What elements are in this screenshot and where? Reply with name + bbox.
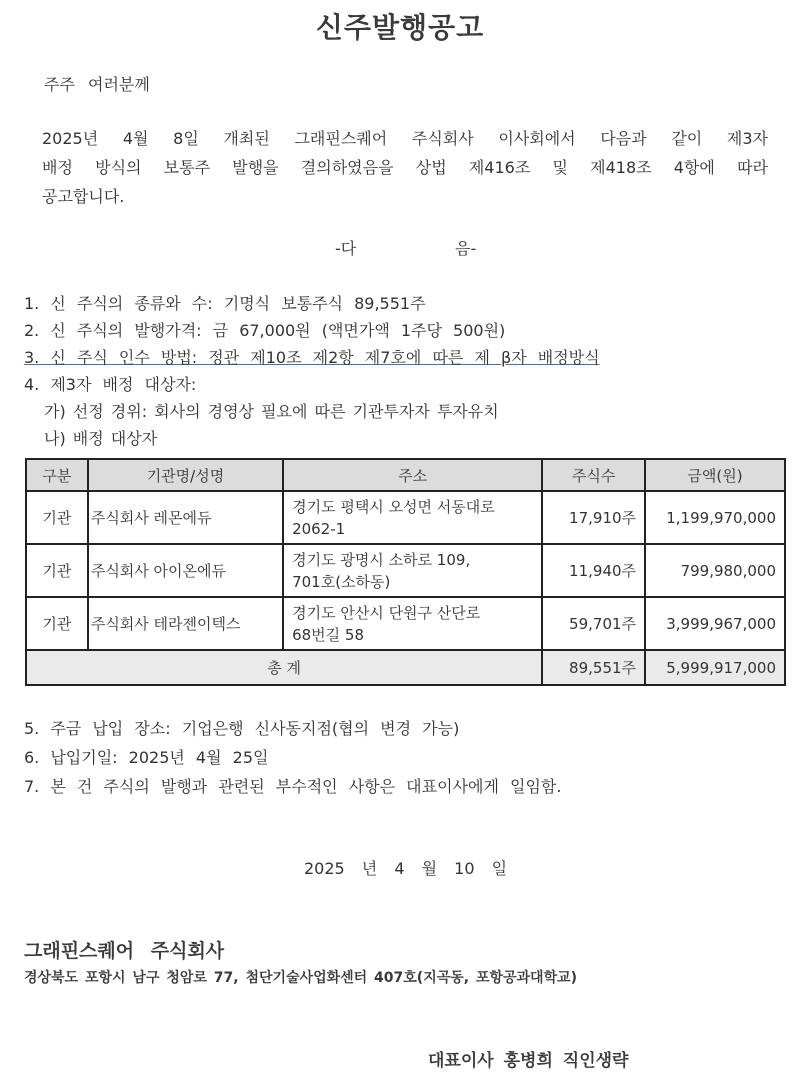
row-address-line1: 경기도 평택시 오성면 서동대로: [292, 497, 495, 516]
greeting: 주주 여러분께: [44, 75, 150, 94]
row-amount: 799,980,000: [645, 544, 785, 597]
intro-line-2: 배정 방식의 보통주 발행을 결의하였음을 상법 제416조 및 제418조 4항에 따라: [42, 158, 768, 177]
row-name: 주식회사 레몬에듀: [88, 491, 283, 544]
row-amount: 3,999,967,000: [645, 597, 785, 650]
term-item-6: 6. 납입기일: 2025년 4월 25일: [24, 748, 269, 767]
header-type: 구분: [26, 459, 88, 491]
header-shares: 주식수: [542, 459, 645, 491]
row-name: 주식회사 아이온에듀: [88, 544, 283, 597]
row-address: [283, 544, 542, 597]
header-address: 주소: [283, 459, 542, 491]
table-row: [26, 491, 785, 544]
table-header-row: [26, 459, 785, 491]
section-heading-eum: 음-: [455, 239, 477, 258]
row-address-line1: 경기도 안산시 단원구 산단로: [292, 603, 481, 622]
term-item-5: 5. 주금 납입 장소: 기업은행 신사동지점(협의 변경 가능): [24, 719, 460, 738]
table-total-row: [26, 650, 785, 685]
table-row: [26, 597, 785, 650]
company-name: 그래핀스퀘어 주식회사: [24, 940, 225, 962]
row-address-line1: 경기도 광명시 소하로 109,: [292, 550, 471, 569]
header-amount: 금액(원): [645, 459, 785, 491]
header-name: 기관명/성명: [88, 459, 283, 491]
row-shares: 17,910주: [542, 491, 645, 544]
row-address: [283, 597, 542, 650]
intro-line-3: 공고합니다.: [42, 187, 125, 206]
table-row: [26, 544, 785, 597]
terms-list-continued: [24, 714, 561, 801]
allocation-table: [25, 458, 786, 686]
term-item-4a: 가) 선정 경위: 회사의 경영상 필요에 따른 기관투자자 투자유치: [44, 402, 499, 421]
row-type: 기관: [26, 544, 88, 597]
total-shares: 89,551주: [542, 650, 645, 685]
intro-paragraph: [42, 124, 768, 211]
term-item-2: 2. 신 주식의 발행가격: 금 67,000원 (액면가액 1주당 500원): [24, 321, 506, 340]
row-address-line2: 68번길 58: [292, 625, 365, 644]
company-address: 경상북도 포항시 남구 청암로 77, 첨단기술사업화센터 407호(지곡동, 포항공과대학교): [24, 970, 578, 986]
row-type: 기관: [26, 491, 88, 544]
total-amount: 5,999,917,000: [645, 650, 785, 685]
term-item-4: 4. 제3자 배정 대상자:: [24, 375, 197, 394]
representative-signature: 대표이사 홍병희 직인생략: [428, 1051, 629, 1071]
row-shares: 59,701주: [542, 597, 645, 650]
term-item-7: 7. 본 건 주식의 발행과 관련된 부수적인 사항은 대표이사에게 일임함.: [24, 777, 562, 796]
intro-line-1: 2025년 4월 8일 개최된 그래핀스퀘어 주식회사 이사회에서 다음과 같이 제3자: [42, 129, 768, 148]
row-address: [283, 491, 542, 544]
total-label: 총 계: [26, 650, 542, 685]
term-item-1: 1. 신 주식의 종류와 수: 기명식 보통주식 89,551주: [24, 294, 426, 313]
row-name: 주식회사 테라젠이텍스: [88, 597, 283, 650]
row-shares: 11,940주: [542, 544, 645, 597]
row-amount: 1,199,970,000: [645, 491, 785, 544]
term-item-4b: 나) 배정 대상자: [44, 429, 158, 448]
row-type: 기관: [26, 597, 88, 650]
announcement-date: 2025 년 4 월 10 일: [304, 859, 508, 878]
row-address-line2: 701호(소하동): [292, 572, 391, 591]
section-heading-da: -다: [335, 239, 357, 258]
terms-list: [24, 290, 600, 452]
term-item-3: 3. 신 주식 인수 방법: 정관 제10조 제2항 제7호에 따른 제 β자 배정방식: [24, 348, 600, 367]
row-address-line2: 2062-1: [292, 519, 346, 538]
document-title: 신주발행공고: [315, 11, 485, 44]
